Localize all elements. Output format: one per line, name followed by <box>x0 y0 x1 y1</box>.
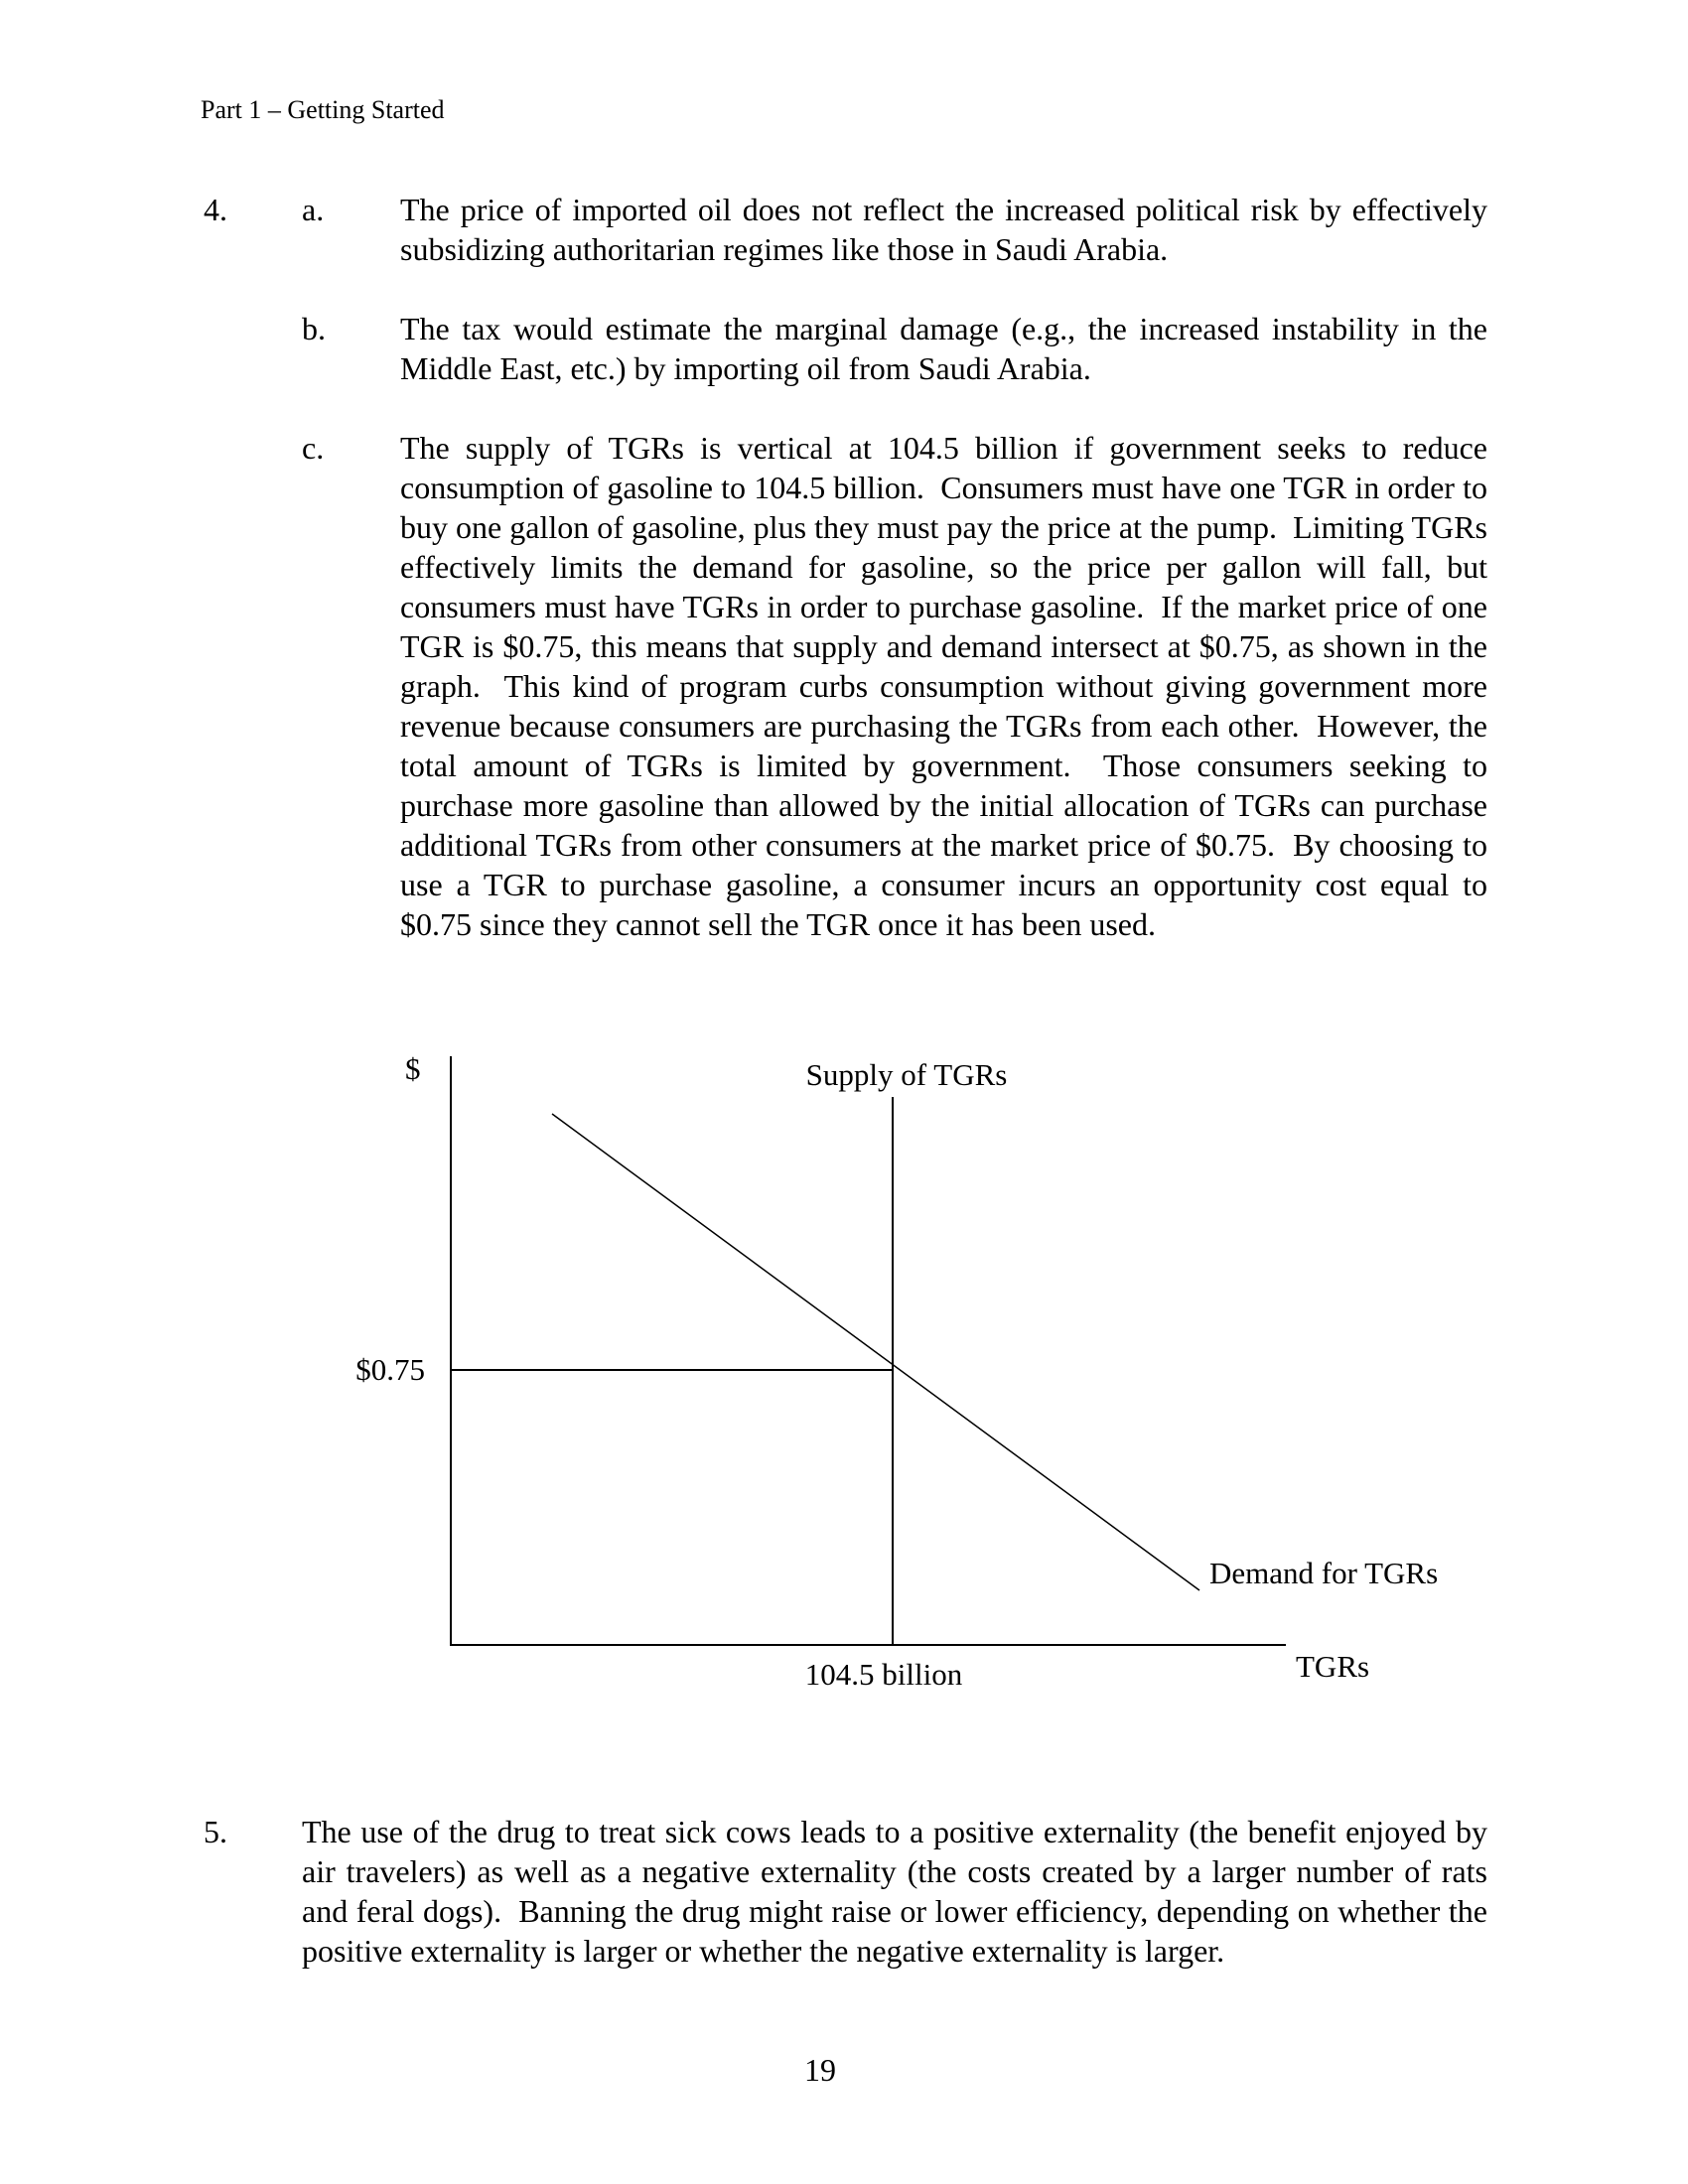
supply-curve-label: Supply of TGRs <box>805 1057 1008 1092</box>
item-4-part-a <box>0 190 1688 269</box>
item-5-number: 5. <box>204 1814 227 1849</box>
item-4b-letter: b. <box>302 311 326 346</box>
demand-curve-line <box>552 1114 1199 1590</box>
item-5-text: The use of the drug to treat sick cows leads to a positive externality (the benefit enjoyed by air travelers) as well as a negative externality (the costs created by a larger number of rats and feral dogs). Banning the drug might raise or lower efficiency, depending on whether the positive externality is larger or whether the negative externality is larger. <box>302 1814 1495 1969</box>
item-4a-letter: a. <box>302 192 325 227</box>
equilibrium-quantity-label: 104.5 billion <box>804 1657 963 1692</box>
y-axis-label: $ <box>405 1051 421 1086</box>
item-4b-text: The tax would estimate the marginal damage (e.g., the increased instability in the Middle East, etc.) by importing oil from Saudi Arabia. <box>400 311 1495 386</box>
item-5 <box>0 1812 1688 1971</box>
equilibrium-price-label: $0.75 <box>355 1352 425 1387</box>
item-4-part-b <box>0 309 1688 388</box>
item-4c-letter: c. <box>302 430 325 466</box>
running-header: Part 1 – Getting Started <box>201 95 445 124</box>
item-4a-text: The price of imported oil does not reflect the increased political risk by effectively subsidizing authoritarian regimes like those in Saudi Arabia. <box>400 192 1495 267</box>
demand-curve-label: Demand for TGRs <box>1209 1556 1439 1590</box>
graph-canvas <box>328 1042 1440 1707</box>
page-number: 19 <box>804 2052 836 2088</box>
item-4-number: 4. <box>204 192 227 227</box>
item-4-part-c <box>0 428 1688 944</box>
tgr-supply-demand-graph <box>328 1042 1440 1707</box>
x-axis-label: TGRs <box>1296 1649 1370 1684</box>
item-4c-text: The supply of TGRs is vertical at 104.5 billion if government seeks to reduce consumption of gasoline to 104.5 billion. Consumers must have one TGR in order to buy one gallon of gasoline, plus they must pay the price at the pump. Limiting TGRs effectively limits the demand for gasoline, so the price per gallon will fall, but consumers must have TGRs in order to purchase gasoline. If the market price of one TGR is $0.75, this means that supply and demand intersect at $0.75, as shown in the graph. This kind of program curbs consumption without giving government more revenue because consumers are purchasing the TGRs from each other. However, the total amount of TGRs is limited by government. Those consumers seeking to purchase more gasoline than allowed by the initial allocation of TGRs can purchase additional TGRs from other consumers at the market price of $0.75. By choosing to use a TGR to purchase gasoline, a consumer incurs an opportunity cost equal to $0.75 since they cannot sell the TGR once it has been used. <box>400 430 1495 942</box>
